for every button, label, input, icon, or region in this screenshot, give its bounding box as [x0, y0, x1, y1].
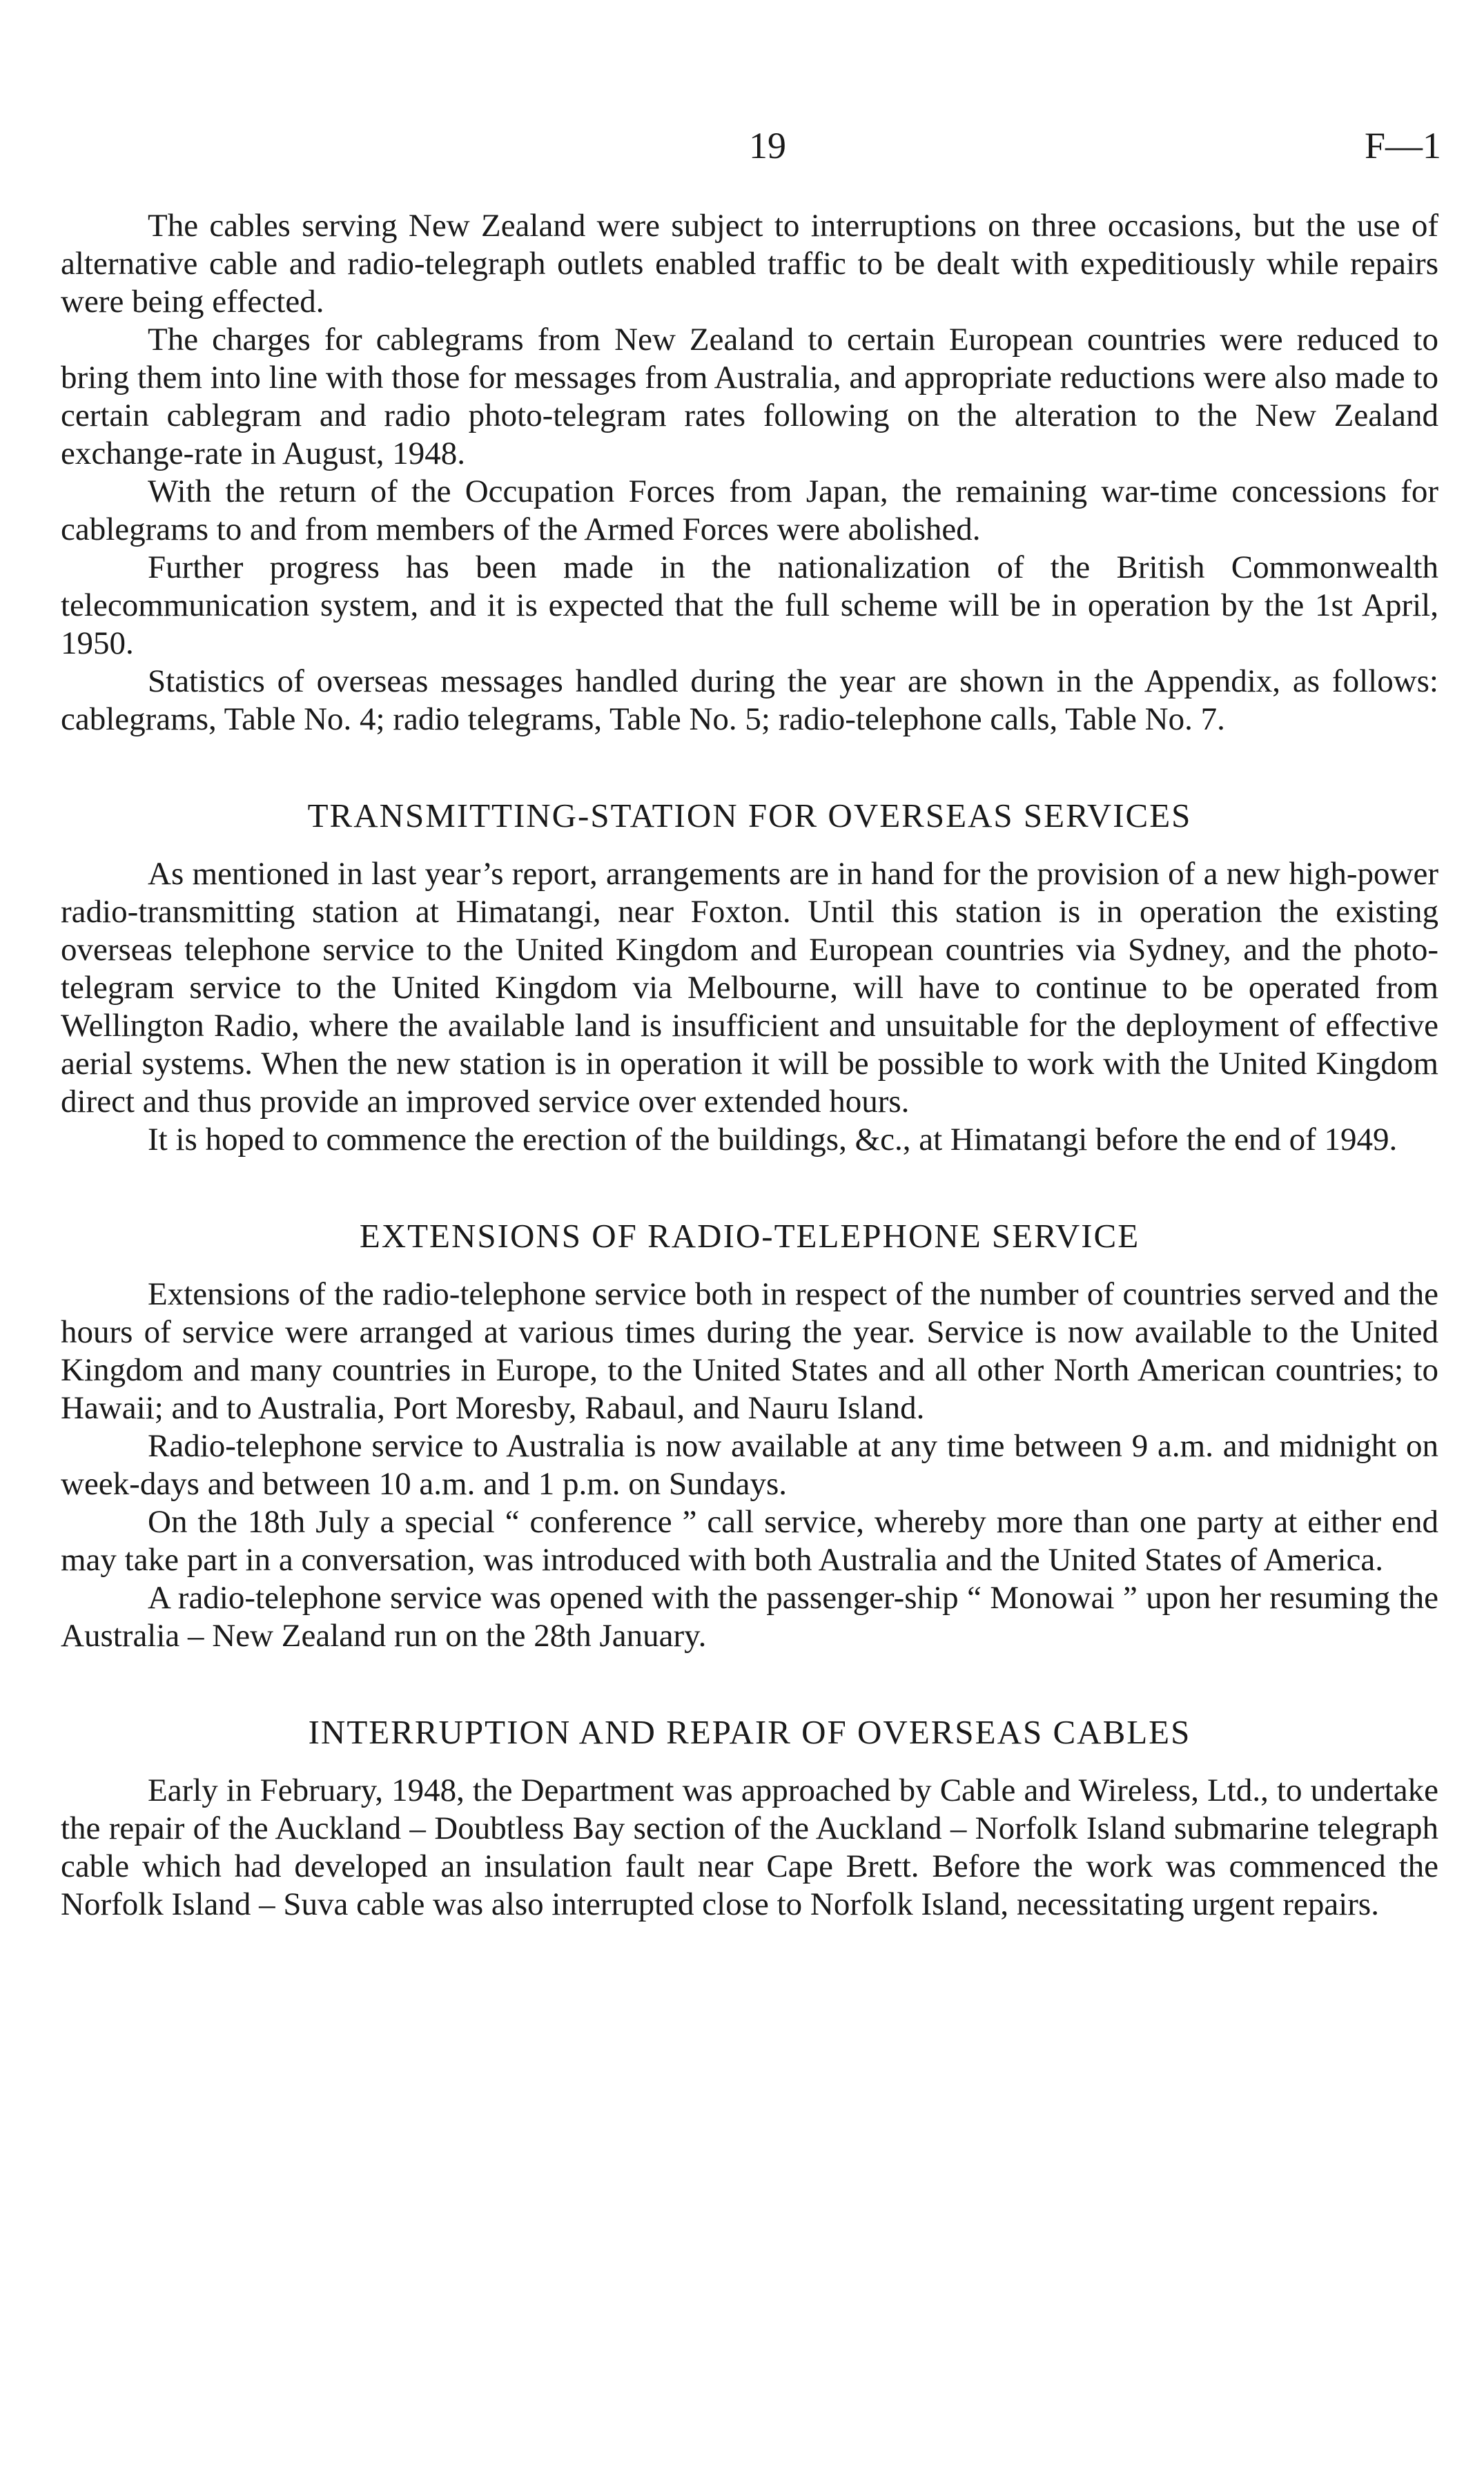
paragraph-erection-buildings: It is hoped to commence the erection of the buildings, &c., at Himatangi before the end of 1949. [148, 1122, 1398, 1157]
paragraph-cablegram-charges: The charges for cablegrams from New Zealand to certain European countries were reduced to bring them into line with those for messages from Australia, and appropriate reductions were also made to certain cablegram and radio photo-telegram rates following on the alteration to the New Zealand exchange-rate in August, 1948. [61, 322, 1438, 471]
paragraph-statistics: Statistics of overseas messages handled during the year are shown in the Appendix, as follows: cablegrams, Table No. 4; radio telegrams, Table No. 5; radio-telephone calls, Table No. 7. [61, 663, 1438, 737]
page-body [61, 207, 1438, 1924]
paragraph-cable-interruptions: The cables serving New Zealand were subject to interruptions on three occasions, but the use of alternative cable and radio-telegraph outlets enabled traffic to be dealt with expeditiously while repairs were being effected. [61, 208, 1438, 320]
document-code: F—1 [1364, 125, 1441, 166]
paragraph-monowai: A radio-telephone service was opened with the passenger-ship “ Monowai ” upon her resuming the Australia – New Zealand run on the 28th January. [61, 1580, 1438, 1654]
paragraph-himatangi-station: As mentioned in last year’s report, arrangements are in hand for the provision of a new high-power radio-transmitting station at Himatangi, near Foxton. Until this station is in operation the existing overseas telephone service to the United Kingdom and European countries via Sydney, and the photo-telegram service to the United Kingdom via Melbourne, will have to continue to be operated from Wellington Radio, where the available land is insufficient and unsuitable for the deployment of effective aerial systems. When the new station is in operation it will be possible to work with the United Kingdom direct and thus provide an improved service over extended hours. [61, 856, 1438, 1120]
heading-cable-repair: INTERRUPTION AND REPAIR OF OVERSEAS CABLES [308, 1713, 1191, 1751]
paragraph-nationalization: Further progress has been made in the nationalization of the British Commonwealth telecommunication system, and it is expected that the full scheme will be in operation by the 1st April, 1950. [61, 549, 1438, 661]
page-header [0, 124, 1484, 179]
paragraph-service-extensions: Extensions of the radio-telephone service both in respect of the number of countries served and the hours of service were arranged at various times during the year. Service is now available to the United Kingdom and many countries in Europe, to the United States and all other North American countries; to Hawaii; and to Australia, Port Moresby, Rabaul, and Nauru Island. [61, 1276, 1438, 1426]
heading-radio-telephone-extensions: EXTENSIONS OF RADIO-TELEPHONE SERVICE [359, 1217, 1140, 1255]
paragraph-wartime-concessions: With the return of the Occupation Forces from Japan, the remaining war-time concessions for cablegrams to and from members of the Armed Forces were abolished. [61, 473, 1438, 547]
paragraph-australia-hours: Radio-telephone service to Australia is now available at any time between 9 a.m. and midnight on week-days and between 10 a.m. and 1 p.m. on Sundays. [61, 1428, 1438, 1502]
paragraph-conference-call: On the 18th July a special “ conference ” call service, whereby more than one party at either end may take part in a conversation, was introduced with both Australia and the United States of America. [61, 1504, 1438, 1578]
heading-transmitting-station: TRANSMITTING-STATION FOR OVERSEAS SERVICES [307, 797, 1192, 834]
paragraph-cable-repair: Early in February, 1948, the Department was approached by Cable and Wireless, Ltd., to undertake the repair of the Auckland – Doubtless Bay section of the Auckland – Norfolk Island submarine telegraph cable which had developed an insulation fault near Cape Brett. Before the work was commenced the Norfolk Island – Suva cable was also interrupted close to Norfolk Island, necessitating urgent repairs. [61, 1772, 1438, 1922]
page-number: 19 [749, 125, 786, 166]
